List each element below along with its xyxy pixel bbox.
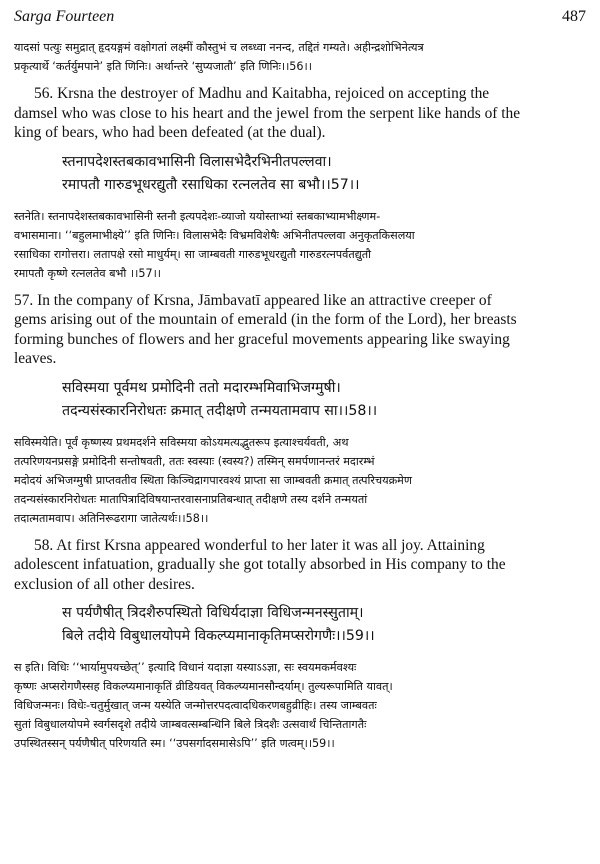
commentary-line: उपस्थितस्सन् पर्यणैषीत् परिणयति स्म। ‘‘उपसर्गादसमासेऽपि’’ इति णत्वम्।।59।। — [14, 737, 335, 750]
verse-line: बिले तदीये विबुधालयोपमे विकल्प्यमानाकृतिमप्सरोगणैः।।59।। — [62, 628, 375, 644]
commentary-line: रसाधिका रागोत्तरा। लतापक्षे रसो माधुर्यम्। सा जाम्बवती गारुडभूधरद्युतौ गारुडरत्नपर्वतद्युतौ — [14, 247, 372, 261]
commentary-57 — [14, 207, 586, 283]
commentary-line: सुतां विबुधालयोपमे स्वर्गसदृशे तदीये जाम्बवत्सम्बन्धिनि बिले त्रिदशैः उत्सवार्थं चिन्तितागतैः — [14, 718, 367, 731]
commentary-line: स इति। विधिः ‘‘भार्यामुपयच्छेत्’’ इत्यादि विधानं यदाज्ञा यस्याऽऽज्ञा, सः स्वयमकर्मवश्यः — [14, 661, 357, 674]
commentary-line: वभासमाना। ‘‘बहुलमाभीक्ष्ये’’ इति णिनिः। विलासभेदैः विभ्रमविशेषैः अभिनीतपल्लवा अनुकृतकिसलया — [14, 228, 415, 242]
verse-line: तदन्यसंस्कारनिरोधतः क्रमात् तदीक्षणे तन्मयतामवाप सा।।58।। — [62, 402, 378, 419]
translation-57 — [14, 291, 586, 369]
commentary-line: विधिजन्मनः। विधेः-चतुर्मुखात् जन्म यस्येति जन्मोत्तरपदत्वादधिकरणबहुव्रीहिः। तस्य जाम्बवतः — [14, 699, 377, 712]
commentary-line: यादसां पत्युः समुद्रात् हृदयङ्गमं वक्षोगतां लक्ष्मीं कौस्तुभं च लब्ध्वा ननन्द, तद्दितं गम्यते। अहीन्द्रशोभिनेत्यत्र — [14, 41, 424, 54]
commentary-line: मदोदयं अभिजग्मुषी प्राप्तवतीव स्थिता किञ्चिद्रागपारवश्यं प्राप्ता सा जाम्बवती क्रमात् तत्परिचयक्रमेण — [14, 473, 412, 487]
commentary-line: प्रकृत्यार्थे ‘कर्तर्युमपाने’ इति णिनिः। अर्थान्तरे ‘सुप्यजातौ’ इति णिनिः।।56।। — [14, 60, 313, 73]
translation-line: adolescent infatuation, gradually she got totally absorbed in His company to the — [14, 556, 506, 573]
translation-line: gems arising out of the mountain of emerald (in the form of the Lord), her breasts — [14, 311, 517, 328]
commentary-line: रमापतौ कृष्णे रत्नलतेव बभौ ।।57।। — [14, 266, 162, 280]
translation-56 — [14, 84, 586, 143]
page-number: 487 — [562, 8, 586, 25]
commentary-58 — [14, 433, 586, 528]
commentary-59 — [14, 658, 586, 753]
commentary-line: तदन्यसंस्कारनिरोधतः मातापित्रादिविषयान्तरवासनाप्रतिबन्धात् तदीक्षणे तस्य दर्शने तन्मयतां — [14, 492, 368, 506]
commentary-line: तत्परिणयनप्रसङ्गे प्रमोदिनी सन्तोषवती, ततः स्वस्याः (स्वस्य?) तस्मिन् समर्पणानन्तरं मदारम्भं — [14, 454, 375, 468]
verse-line: स पर्यणैषीत् त्रिदशैरुपस्थितो विधिर्यदाज्ञा विधिजन्मनस्सुताम्। — [62, 605, 364, 621]
verse-59 — [14, 602, 586, 648]
verse-line: रमापतौ गारुडभूधरद्युतौ रसाधिका रत्नलतेव सा बभौ।।57।। — [62, 176, 360, 193]
commentary-55 — [14, 38, 586, 76]
verse-line: सविस्मया पूर्वमथ प्रमोदिनी ततो मदारम्भमिवाभिजग्मुषी। — [62, 379, 341, 396]
translation-line: 57. In the company of Krsna, Jāmbavatī appeared like an attractive creeper of — [14, 291, 492, 309]
translation-line: king of bears, who had been defeated (at the dual). — [14, 124, 326, 141]
commentary-line: कृष्णः अप्सरोगणैस्सह विकल्प्यमानाकृतिं व्रीडियवत् विकल्प्यमानसौन्दर्याम्। तुल्यरूपामिति यावत्। — [14, 680, 393, 693]
verse-57 — [14, 151, 586, 197]
translation-line: damsel who was close to his heart and the jewel from the serpent like hands of the — [14, 104, 521, 122]
verse-line: स्तनापदेशस्तबकावभासिनी विलासभेदैरभिनीतपल्लवा। — [62, 153, 332, 170]
translation-line: forming bunches of flowers and her graceful movements appearing like swaying — [14, 330, 510, 348]
translation-line: 58. At first Krsna appeared wonderful to her later it was all joy. Attaining — [34, 536, 485, 554]
translation-line: 56. Krsna the destroyer of Madhu and Kaitabha, rejoiced on accepting the — [34, 85, 490, 102]
page-header — [14, 8, 586, 34]
translation-line: leaves. — [14, 350, 57, 367]
verse-58 — [14, 377, 586, 423]
commentary-line: सविस्मयेति। पूर्वं कृष्णस्य प्रथमदर्शने सविस्मया कोऽयमत्यद्भुतरूप इत्याश्चर्यवती, अथ — [14, 435, 349, 449]
commentary-line: तदात्मतामवाप। अतिनिरूढरागा जातेत्यर्थः।।58।। — [14, 511, 209, 525]
commentary-line: स्तनेति। स्तनापदेशस्तबकावभासिनी स्तनौ इत्यपदेशः-व्याजो ययोस्ताभ्यां स्तबकाभ्यामभीक्ष्णम- — [14, 209, 381, 223]
translation-58 — [14, 536, 586, 595]
running-head: Sarga Fourteen — [14, 8, 115, 25]
translation-line: exclusion of all other desires. — [14, 575, 195, 593]
